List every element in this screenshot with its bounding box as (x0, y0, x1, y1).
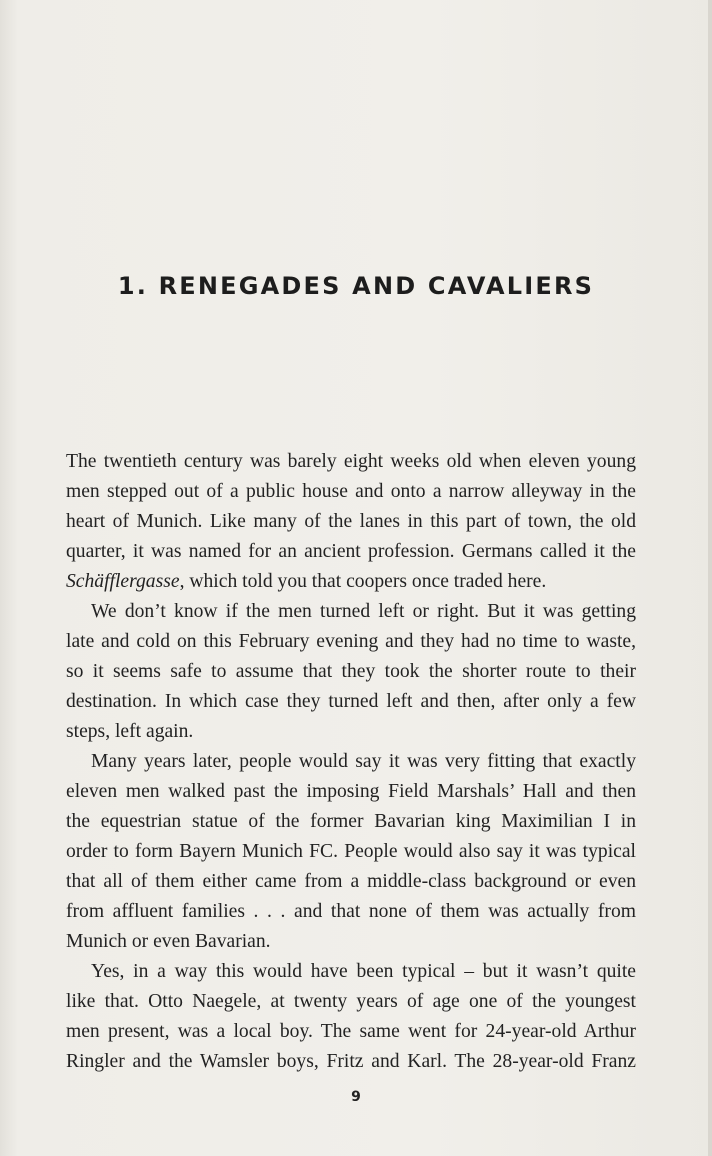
text-line: from affluent families . . . and that none of them was actually from (66, 901, 636, 922)
italic-street-name: Schäfflergasse (66, 571, 180, 592)
text-line: the equestrian statue of the former Bavarian king Maximilian I in (66, 811, 636, 832)
text-line: The twentieth century was barely eight weeks old when eleven young (66, 451, 636, 472)
text-line: Munich or even Bavarian. (66, 931, 271, 952)
text-fragment: , which told you that coopers once traded here. (179, 571, 547, 592)
text-line: late and cold on this February evening and they had no time to waste, (66, 631, 636, 652)
text-line: destination. In which case they turned left and then, after only a few (66, 691, 636, 712)
body-text (66, 447, 636, 1077)
text-line: so it seems safe to assume that they took the shorter route to their (66, 661, 636, 682)
text-line: Yes, in a way this would have been typical – but it wasn’t quite (91, 961, 636, 982)
text-line: steps, left again. (66, 721, 194, 742)
text-line: like that. Otto Naegele, at twenty years of age one of the youngest (66, 991, 636, 1012)
text-line: heart of Munich. Like many of the lanes in this part of town, the old (66, 511, 636, 532)
text-line: order to form Bayern Munich FC. People would also say it was typical (66, 841, 636, 862)
chapter-title: 1. RENEGADES AND CAVALIERS (117, 272, 595, 300)
page-number: 9 (351, 1089, 361, 1105)
text-line: eleven men walked past the imposing Field Marshals’ Hall and then (66, 781, 636, 802)
text-line: Many years later, people would say it was very fitting that exactly (91, 751, 636, 772)
text-line: men present, was a local boy. The same went for 24-year-old Arthur (66, 1021, 636, 1042)
text-line: We don’t know if the men turned left or right. But it was getting (91, 601, 636, 622)
text-line (66, 567, 636, 597)
text-line: quarter, it was named for an ancient profession. Germans called it the (66, 541, 636, 562)
text-line: Ringler and the Wamsler boys, Fritz and Karl. The 28-year-old Franz (66, 1051, 636, 1072)
page-edge (708, 0, 712, 1156)
text-line: that all of them either came from a middle-class background or even (66, 871, 636, 892)
text-line: men stepped out of a public house and onto a narrow alleyway in the (66, 481, 636, 502)
